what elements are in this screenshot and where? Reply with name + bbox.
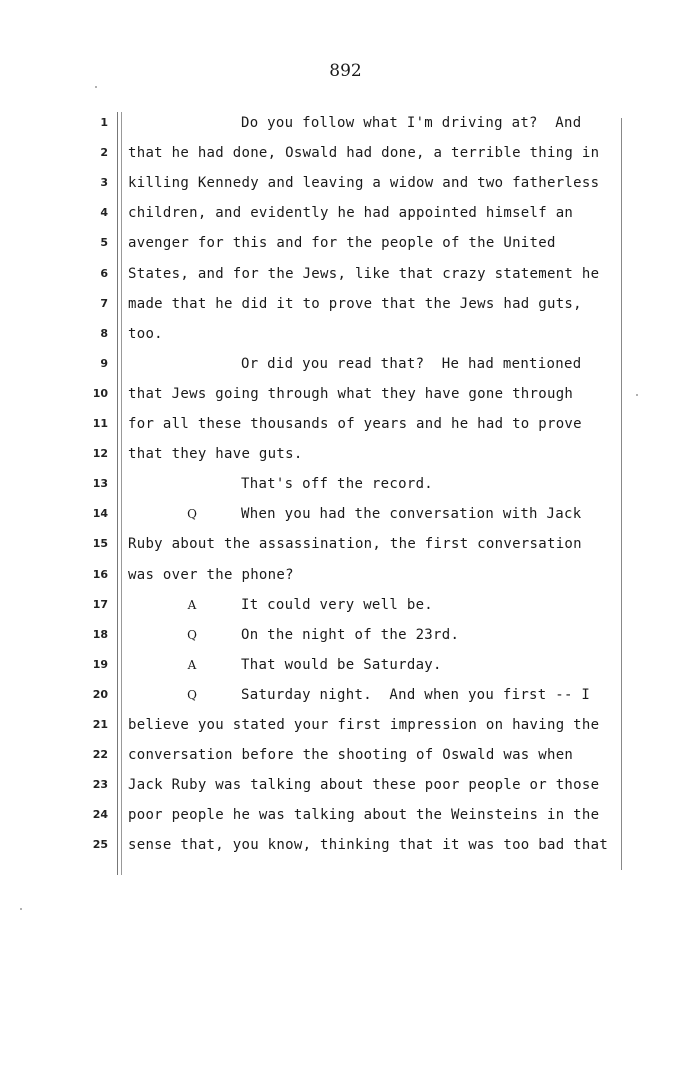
transcript-line: Or did you read that? He had mentioned (241, 356, 582, 372)
line-number: 4 (100, 206, 108, 219)
transcript-line: Ruby about the assassination, the first conversation (128, 536, 582, 552)
scan-speck (95, 86, 97, 88)
question-marker: Q (187, 628, 197, 642)
line-number: 24 (92, 808, 108, 821)
transcript-line: avenger for this and for the people of the United (128, 235, 556, 251)
answer-marker: A (187, 598, 197, 612)
line-number: 16 (92, 568, 108, 581)
transcript-line: Jack Ruby was talking about these poor people or those (128, 777, 600, 793)
line-number: 11 (92, 417, 108, 430)
line-number: 10 (92, 387, 108, 400)
transcript-line: that they have guts. (128, 446, 303, 462)
transcript-line: That's off the record. (241, 476, 434, 492)
line-number: 18 (92, 628, 108, 641)
question-marker: Q (187, 507, 197, 521)
transcript-line: Saturday night. And when you first -- I (241, 687, 591, 703)
line-number: 6 (100, 267, 108, 280)
scan-speck (20, 908, 22, 910)
line-number: 13 (92, 477, 108, 490)
line-number: 22 (92, 748, 108, 761)
transcript-line: On the night of the 23rd. (241, 627, 460, 643)
line-number: 5 (100, 236, 108, 249)
line-number: 15 (92, 537, 108, 550)
line-number: 17 (92, 598, 108, 611)
transcript-line: When you had the conversation with Jack (241, 506, 582, 522)
transcript-line: That would be Saturday. (241, 657, 442, 673)
transcript-line: for all these thousands of years and he had to prove (128, 416, 582, 432)
line-number: 3 (100, 176, 108, 189)
transcript-line: was over the phone? (128, 567, 294, 583)
transcript-line: believe you stated your first impression on having the (128, 717, 600, 733)
line-number: 23 (92, 778, 108, 791)
line-number: 20 (92, 688, 108, 701)
line-number: 8 (100, 327, 108, 340)
transcript-line: made that he did it to prove that the Jews had guts, (128, 296, 582, 312)
line-number: 25 (92, 838, 108, 851)
transcript-line: poor people he was talking about the Weinsteins in the (128, 807, 600, 823)
transcript-line: too. (128, 326, 163, 342)
left-margin-rule (117, 112, 122, 875)
transcript-line: killing Kennedy and leaving a widow and two fatherless (128, 175, 600, 191)
transcript-line: Do you follow what I'm driving at? And (241, 115, 582, 131)
line-number: 21 (92, 718, 108, 731)
transcript-line: conversation before the shooting of Oswald was when (128, 747, 574, 763)
transcript-line: It could very well be. (241, 597, 434, 613)
transcript-line: children, and evidently he had appointed himself an (128, 205, 574, 221)
scan-speck (636, 394, 638, 396)
transcript-line: sense that, you know, thinking that it was too bad that (128, 837, 609, 853)
line-number: 2 (100, 146, 108, 159)
line-number: 9 (100, 357, 108, 370)
line-number: 14 (92, 507, 108, 520)
transcript-line: that he had done, Oswald had done, a terrible thing in (128, 145, 600, 161)
line-number: 12 (92, 447, 108, 460)
question-marker: Q (187, 688, 197, 702)
line-number: 19 (92, 658, 108, 671)
transcript-line: States, and for the Jews, like that crazy statement he (128, 266, 600, 282)
line-number: 1 (100, 116, 108, 129)
line-number: 7 (100, 297, 108, 310)
right-margin-rule (621, 118, 622, 870)
page-number: 892 (329, 61, 362, 81)
answer-marker: A (187, 658, 197, 672)
transcript-line: that Jews going through what they have gone through (128, 386, 574, 402)
